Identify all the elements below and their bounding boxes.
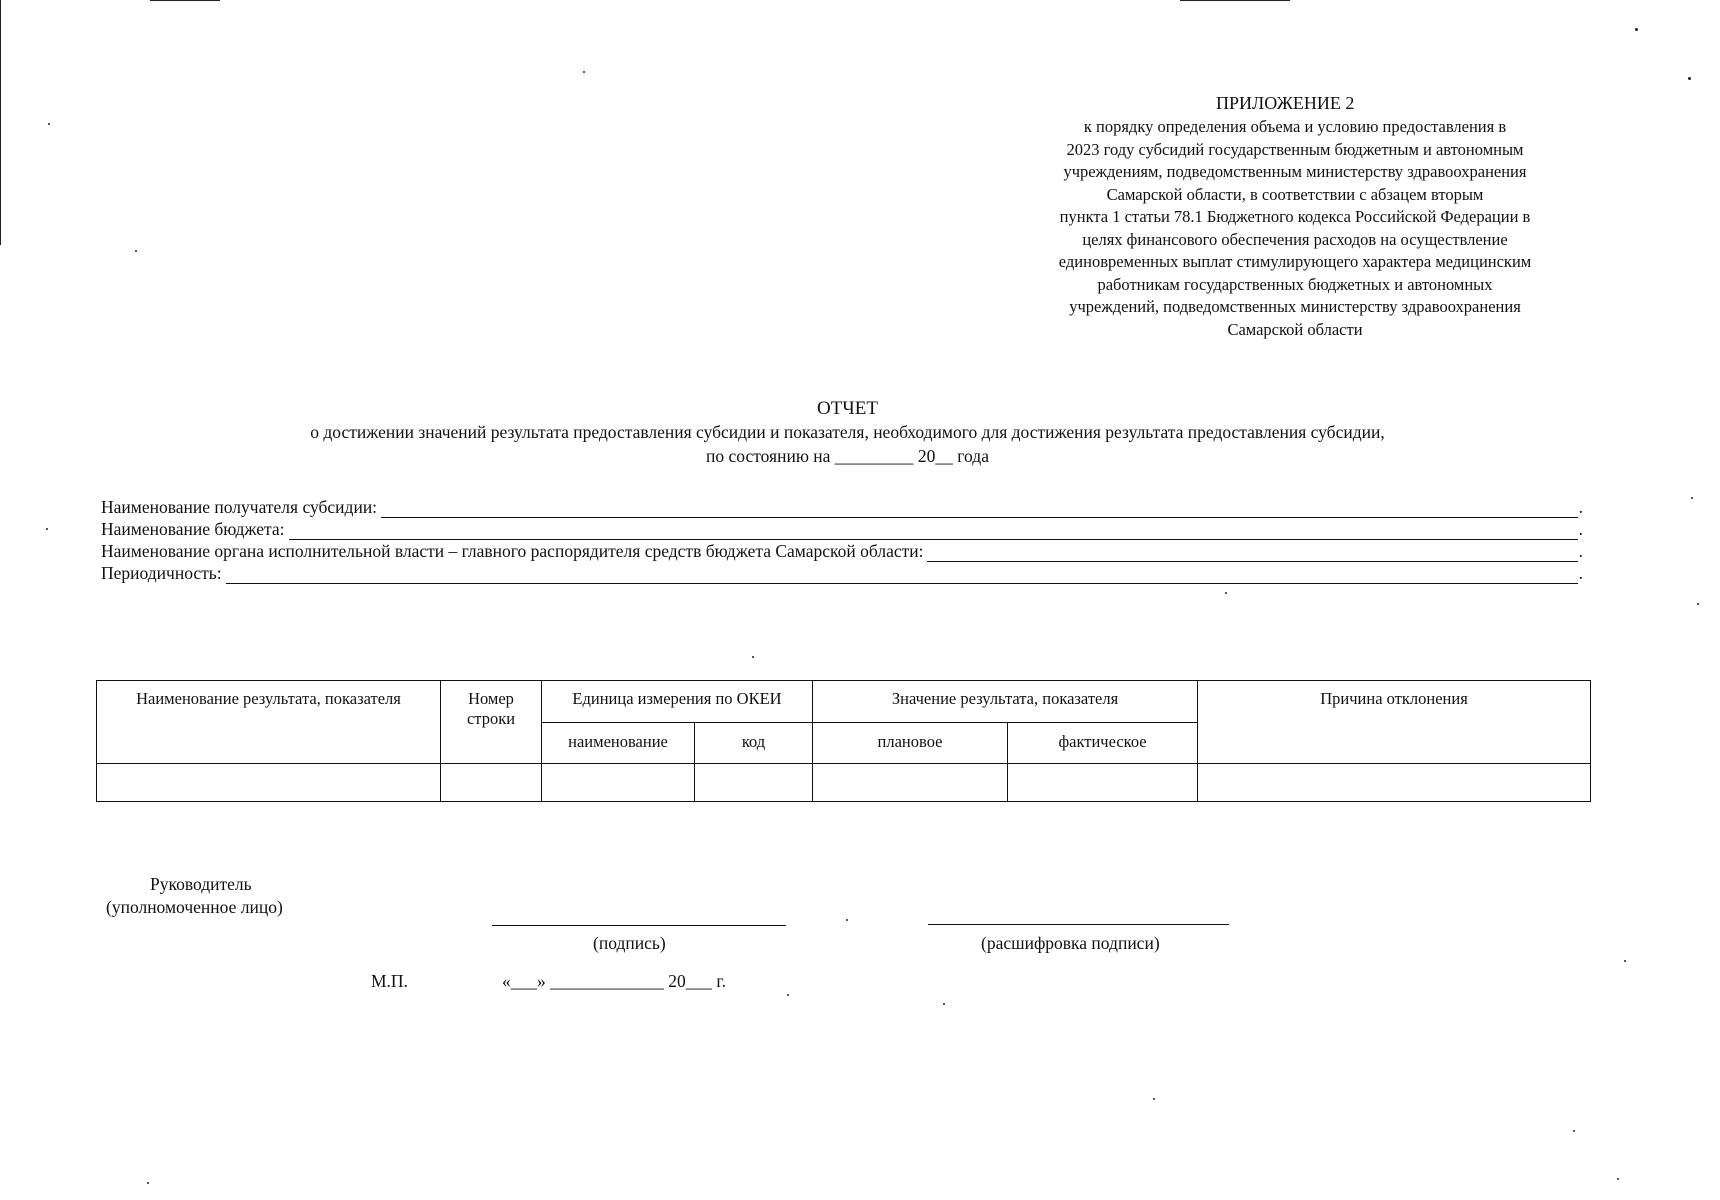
appendix-line: учреждениям, подведомственным министерству здравоохранения	[1063, 162, 1527, 181]
table-cell[interactable]	[695, 764, 813, 802]
periodicity-field[interactable]	[101, 562, 1583, 584]
scan-edge-mark	[1180, 0, 1290, 1]
field-label: Наименование бюджета:	[101, 519, 285, 539]
appendix-line: работникам государственных бюджетных и автономных	[1097, 274, 1493, 294]
field-label: Наименование органа исполнительной власти – главного распорядителя средств бюджета Самарской области:	[101, 541, 924, 561]
signature-date: «___» _____________ 20___ г.	[502, 971, 726, 991]
scan-speck	[1573, 1130, 1575, 1132]
scan-speck	[1153, 1098, 1155, 1100]
authority-name-field[interactable]	[101, 540, 1583, 562]
header-value: Значение результата, показателя	[813, 681, 1198, 723]
field-end: .	[1578, 519, 1583, 539]
scan-edge-mark	[150, 0, 220, 1]
report-subtitle: о достижении значений результата предоставления субсидии и показателя, необходимого для достижения результата предоставления субсидии,	[310, 422, 1385, 442]
signature-decode-line[interactable]	[928, 924, 1229, 925]
appendix-line: единовременных выплат стимулирующего характера медицинским	[1058, 252, 1532, 271]
header-value-plan: плановое	[813, 723, 1008, 764]
header-row-number: Номер строки	[441, 681, 542, 764]
scan-speck	[787, 994, 789, 996]
field-end: .	[1578, 541, 1583, 561]
scan-speck	[147, 1182, 149, 1184]
recipient-name-field[interactable]	[101, 496, 1583, 518]
scan-speck	[1624, 960, 1626, 962]
appendix-line: Самарской области, в соответствии с абзацем вторым	[1106, 184, 1484, 204]
field-blank-line[interactable]	[289, 524, 1578, 540]
scan-speck	[135, 250, 137, 252]
field-label: Периодичность:	[101, 563, 222, 583]
header-deviation-reason: Причина отклонения	[1198, 681, 1591, 764]
appendix-line: учреждений, подведомственных министерству здравоохранения	[1069, 297, 1521, 316]
appendix-line: пункта 1 статьи 78.1 Бюджетного кодекса Российской Федерации в	[1059, 207, 1531, 226]
scan-speck	[1617, 1178, 1619, 1180]
table-cell[interactable]	[542, 764, 695, 802]
header-value-fact: фактическое	[1008, 723, 1198, 764]
field-end: .	[1578, 497, 1583, 517]
report-title: ОТЧЕТ	[817, 398, 878, 419]
header-unit-name: наименование	[542, 723, 695, 764]
stamp-label: М.П.	[371, 971, 408, 991]
appendix-line: Самарской области	[1227, 319, 1363, 339]
appendix-description	[1000, 116, 1590, 341]
signature-line[interactable]	[492, 925, 786, 926]
field-label: Наименование получателя субсидии:	[101, 497, 378, 517]
field-blank-line[interactable]	[381, 502, 1578, 518]
appendix-line: 2023 году субсидий государственным бюджетным и автономным	[1066, 139, 1524, 159]
head-label-note: (уполномоченное лицо)	[106, 897, 283, 917]
budget-name-field[interactable]	[101, 518, 1583, 540]
report-table	[96, 680, 1591, 802]
table-cell[interactable]	[441, 764, 542, 802]
header-result-name: Наименование результата, показателя	[97, 681, 441, 764]
appendix-title: ПРИЛОЖЕНИЕ 2	[1216, 93, 1355, 113]
field-end: .	[1578, 563, 1583, 583]
scan-speck	[46, 528, 48, 530]
table-cell[interactable]	[97, 764, 441, 802]
head-label: Руководитель	[150, 874, 252, 894]
report-date-line: по состоянию на _________ 20__ года	[706, 446, 989, 466]
field-blank-line[interactable]	[226, 568, 1578, 584]
scan-speck	[846, 919, 848, 921]
scan-speck	[752, 656, 754, 658]
table-cell[interactable]	[1198, 764, 1591, 802]
header-unit-okei: Единица измерения по ОКЕИ	[542, 681, 813, 723]
table-cell[interactable]	[1008, 764, 1198, 802]
appendix-line: к порядку определения объема и условию предоставления в	[1083, 117, 1507, 136]
scan-speck	[1635, 28, 1638, 31]
appendix-line: целях финансового обеспечения расходов на осуществление	[1082, 229, 1508, 249]
scan-speck	[48, 123, 50, 125]
table-row	[97, 764, 1591, 802]
scan-speck	[1688, 77, 1691, 80]
signature-caption: (подпись)	[593, 933, 666, 953]
header-unit-code: код	[695, 723, 813, 764]
scan-speck	[1225, 592, 1227, 594]
field-blank-line[interactable]	[927, 546, 1577, 562]
scan-edge-mark	[0, 0, 1, 245]
signature-decode-caption: (расшифровка подписи)	[981, 933, 1160, 953]
scan-speck	[1691, 497, 1693, 499]
scan-speck	[1697, 603, 1699, 605]
scan-speck	[943, 1003, 945, 1005]
scan-speck	[583, 71, 585, 73]
table-cell[interactable]	[813, 764, 1008, 802]
